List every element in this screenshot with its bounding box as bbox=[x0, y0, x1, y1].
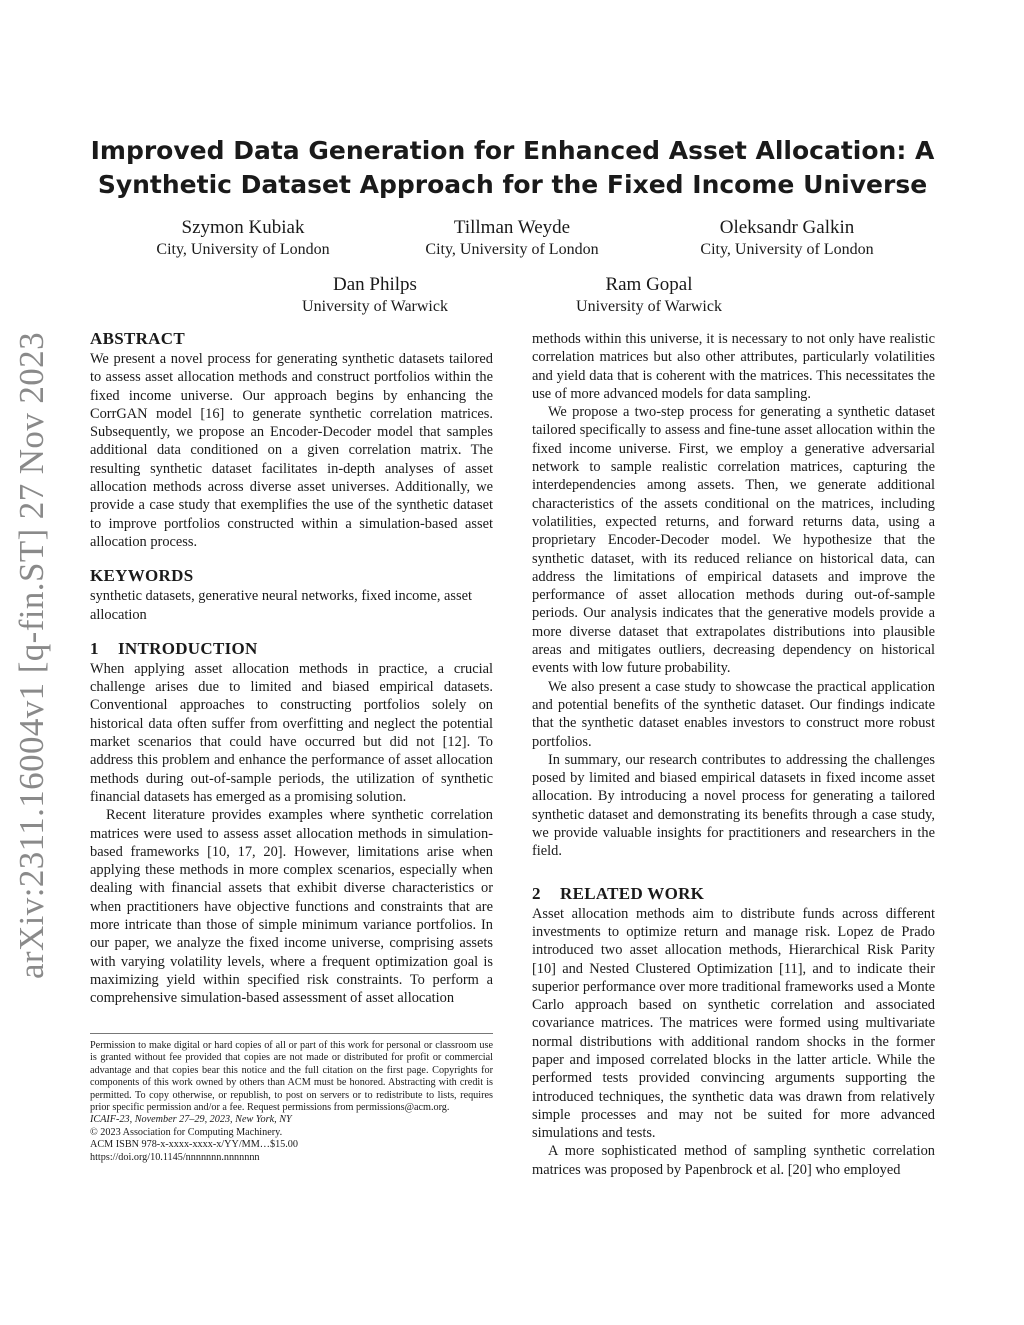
author-name: Tillman Weyde bbox=[453, 217, 571, 238]
keywords-text: synthetic datasets, generative neural networks, fixed income, asset allocation bbox=[90, 588, 473, 623]
author-name: Ram Gopal bbox=[605, 274, 693, 295]
paper-title: Improved Data Generation for Enhanced Asset Allocation: A Synthetic Dataset Approach for the Fixed Income Universe bbox=[90, 136, 935, 199]
permission-notice: Permission to make digital or hard copies of all or part of this work for personal or classroom use is granted without fee provided that copies are not made or distributed for profit or commercial advantage and that copies bear this notice and the full citation on the first page. Copyrights for components of this work owned by others than ACM must be honored. Abstracting with credit is permitted. To copy otherwise, or republish, to post on servers or to redistribute to lists, requires prior specific permission and/or a fee. Request permissions from permissions@acm.org. bbox=[90, 1040, 493, 1114]
author-block bbox=[549, 273, 749, 317]
paragraph: In summary, our research contributes to addressing the challenges posed by limited and biased empirical datasets in fixed income asset allocation. By introducing a novel process for generating a tailored synthetic dataset and demonstrating its benefits through a case study, we provide valuable insights for practitioners and researchers in the field. bbox=[532, 751, 935, 860]
author-affiliation: University of Warwick bbox=[576, 298, 722, 315]
author-block bbox=[677, 216, 897, 260]
abstract-heading: ABSTRACT bbox=[90, 329, 185, 348]
author-name: Oleksandr Galkin bbox=[719, 217, 855, 238]
author-block bbox=[402, 216, 622, 260]
copyright-line: © 2023 Association for Computing Machinery. bbox=[90, 1126, 283, 1138]
left-column bbox=[90, 328, 493, 1008]
author-affiliation: University of Warwick bbox=[302, 298, 448, 315]
section-title: INTRODUCTION bbox=[118, 638, 258, 658]
section-title: RELATED WORK bbox=[560, 883, 705, 903]
paragraph: We propose a two-step process for generating a synthetic dataset tailored specifically to assess and fine-tune asset allocation within the fixed income universe. First, we employ a generative adversarial network to sample realistic correlation matrices, capturing the interdependencies among assets. Then, we generate additional characteristics of the assets conditional on the matrices, including volatilities, expected returns, and forward returns data, using a proprietary Encoder-Decoder model. We hypothesize that the synthetic dataset, with its reduced reliance on historical data, can address the limitations of empirical datasets and improve the performance of asset allocation methods during out-of-sample periods. Our analysis indicates that the generative models provide a more diverse dataset that extrapolates distributions into plausible areas and mitigates outliers, decreasing dependency on historical events with low future probability. bbox=[532, 404, 935, 677]
author-name: Dan Philps bbox=[333, 274, 417, 295]
right-column bbox=[532, 330, 935, 1179]
paragraph: A more sophisticated method of sampling synthetic correlation matrices was proposed by Papenbrock et al. [20] who employed bbox=[532, 1143, 935, 1178]
doi-line: https://doi.org/10.1145/nnnnnnn.nnnnnnn bbox=[90, 1151, 260, 1163]
author-name: Szymon Kubiak bbox=[181, 217, 305, 238]
author-block bbox=[133, 216, 353, 260]
paragraph: Recent literature provides examples where synthetic correlation matrices were used to assess asset allocation methods in simulation-based frameworks [10, 17, 20]. However, limitations arise when applying these methods in more complex scenarios, especially when dealing with financial assets that exhibit diverse characteristics or when practitioners have objective functions and constraints that are more intricate than those of simple minimum variance portfolios. In our paper, we analyze the fixed income universe, comprising assets with varying volatility levels, where a frequent optimization goal is maximizing yield within specified risk constraints. To perform a comprehensive simulation-based assessment of asset allocation bbox=[90, 807, 493, 1007]
isbn-line: ACM ISBN 978-x-xxxx-xxxx-x/YY/MM…$15.00 bbox=[90, 1139, 298, 1151]
author-affiliation: City, University of London bbox=[156, 241, 330, 258]
author-block bbox=[275, 273, 475, 317]
paragraph: We also present a case study to showcase the practical application and potential benefits of the synthetic dataset. Our findings indicate that the synthetic dataset enables investors to construct more robust portfolios. bbox=[532, 678, 935, 750]
section-number: 2 bbox=[532, 883, 541, 903]
related-work-heading bbox=[532, 883, 935, 905]
paragraph: When applying asset allocation methods in practice, a crucial challenge arises due to limited and biased empirical datasets. Conventional approaches to constructing portfolios solely on historical data often suffer from overfitting and neglect the potential market scenarios that could have occurred but did not [12]. To address this problem and enhance the performance of asset allocation methods during out-of-sample periods, the utilization of synthetic financial datasets has emerged as a promising solution. bbox=[90, 660, 493, 805]
paragraph: methods within this universe, it is necessary to not only have realistic correlation matrices but also other attributes, particularly volatilities and yield data that is coherent with the matrices. This necessitates the use of more advanced models for data sampling. bbox=[532, 331, 935, 402]
keywords-heading: KEYWORDS bbox=[90, 566, 194, 586]
arxiv-identifier: arXiv:2311.16004v1 [q-fin.ST] 27 Nov 2023 bbox=[12, 332, 51, 979]
conference-info: ICAIF-23, November 27–29, 2023, New York, NY bbox=[90, 1114, 292, 1126]
abstract-text: We present a novel process for generating synthetic datasets tailored to assess asset allocation methods and construct portfolios within the fixed income universe. Our approach begins by enhancing the CorrGAN model [16] to generate synthetic correlation matrices. Subsequently, we propose an Encoder-Decoder model that samples additional data conditioned on a given correlation matrix. The resulting synthetic dataset facilitates in-depth analyses of asset allocation methods across diverse asset universes. Additionally, we provide a case study that exemplifies the use of the synthetic dataset to improve portfolios constructed within a simulation-based asset allocation process. bbox=[90, 351, 493, 550]
author-affiliation: City, University of London bbox=[700, 241, 874, 258]
paragraph: Asset allocation methods aim to distribute funds across different investments to optimize return and manage risk. Lopez de Prado introduced two asset allocation methods, Hierarchical Risk Parity [10] and Nested Clustered Optimization [11], and to indicate their superior performance over more traditional frameworks used a Monte Carlo approach based on synthetic correlation and associated covariance matrices. The matrices were formed using multivariate normal distributions with additional random shocks in the former paper and imposed correlated blocks in the latter article. While the performed tests provided convincing arguments supporting the introduced techniques, the synthetic data was drawn from relatively simple processes and may not be suited for more advanced simulations and tests. bbox=[532, 905, 935, 1142]
introduction-heading bbox=[90, 638, 493, 660]
copyright-footnote bbox=[90, 1033, 493, 1164]
author-affiliation: City, University of London bbox=[425, 241, 599, 258]
section-number: 1 bbox=[90, 638, 99, 658]
